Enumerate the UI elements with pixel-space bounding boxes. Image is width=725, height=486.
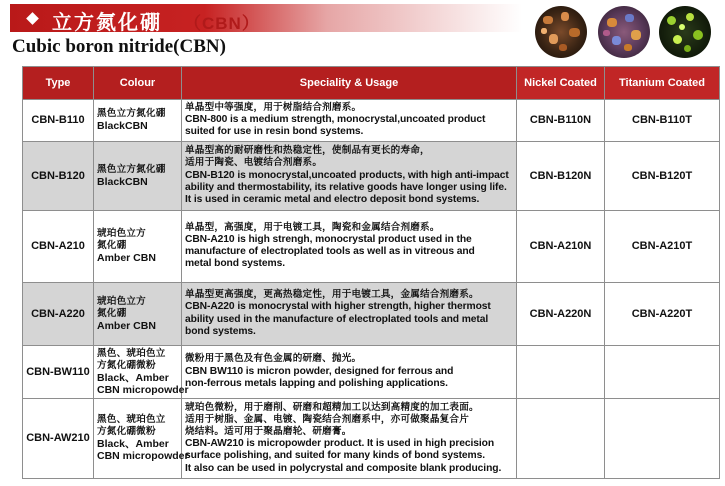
page-subtitle: Cubic boron nitride(CBN) <box>12 36 226 57</box>
cbn-spec-table <box>22 66 720 479</box>
cell-type: CBN-B120 <box>23 141 94 210</box>
header-type: Type <box>23 67 94 100</box>
sample-photo-amber <box>598 6 650 58</box>
cell-colour: 黑色、琥珀色立 方氮化硼微粉 Black、Amber CBN micropowder <box>94 398 182 478</box>
page-title: 立方氮化硼 <box>52 10 162 34</box>
cell-nickel-coated: CBN-B120N <box>517 141 605 210</box>
cell-usage: 单晶型更高强度，更高热稳定性，用于电镀工具，金属结合剂磨系。 CBN-A220 is monocrystal with higher strength, higher thermost ability used in the manufacture of electroplated tools and metal bond systems. <box>182 282 517 345</box>
table-row <box>23 282 720 345</box>
cell-nickel-coated: CBN-A210N <box>517 210 605 282</box>
cell-titanium-coated <box>605 345 720 398</box>
cell-nickel-coated: CBN-A220N <box>517 282 605 345</box>
header-titanium-coated: Titanium Coated <box>605 67 720 100</box>
table-row <box>23 398 720 478</box>
cell-colour: 黑色立方氮化硼 BlackCBN <box>94 141 182 210</box>
cell-usage: 单晶型高的耐研磨性和热稳定性，使制品有更长的寿命， 适用于陶瓷、电镀结合剂磨系。 CBN-B120 is monocrystal,uncoated products, with high anti-impact ability and thermostability, its relative goods have longer using life. It is used in ceramic metal and electro deposit bond systems. <box>182 141 517 210</box>
table-header-row <box>23 67 720 100</box>
header-colour: Colour <box>94 67 182 100</box>
cell-titanium-coated: CBN-A220T <box>605 282 720 345</box>
table-row <box>23 100 720 142</box>
cell-colour: 黑色、琥珀色立 方氮化硼微粉 Black、Amber CBN micropowder <box>94 345 182 398</box>
table-row <box>23 210 720 282</box>
cell-nickel-coated <box>517 398 605 478</box>
cell-colour: 琥珀色立方 氮化硼 Amber CBN <box>94 282 182 345</box>
table-row <box>23 141 720 210</box>
cell-colour: 琥珀色立方 氮化硼 Amber CBN <box>94 210 182 282</box>
header-usage: Speciality & Usage <box>182 67 517 100</box>
cell-type: CBN-A220 <box>23 282 94 345</box>
header-nickel-coated: Nickel Coated <box>517 67 605 100</box>
cell-usage: 单晶型，高强度，用于电镀工具，陶瓷和金属结合剂磨系。 CBN-A210 is high strengh, monocrystal product used in the manufacture of electroplated tools as well as in vitreous and metal bond systems. <box>182 210 517 282</box>
title-code: （CBN） <box>184 14 260 33</box>
diamond-bullet-icon <box>26 12 39 25</box>
cell-titanium-coated: CBN-B110T <box>605 100 720 142</box>
cell-titanium-coated: CBN-A210T <box>605 210 720 282</box>
cell-titanium-coated <box>605 398 720 478</box>
title-banner <box>10 4 522 32</box>
cell-usage: 单晶型中等强度，用于树脂结合剂磨系。 CBN-800 is a medium strength, monocrystal,uncoated product suited for use in resin bond systems. <box>182 100 517 142</box>
cell-type: CBN-A210 <box>23 210 94 282</box>
sample-photo-brown <box>535 6 587 58</box>
cell-type: CBN-B110 <box>23 100 94 142</box>
cell-titanium-coated: CBN-B120T <box>605 141 720 210</box>
table-row <box>23 345 720 398</box>
cell-usage: 微粉用于黑色及有色金属的研磨、抛光。 CBN BW110 is micron powder, designed for ferrous and non-ferrous metals lapping and polishing applications. <box>182 345 517 398</box>
cell-nickel-coated <box>517 345 605 398</box>
cell-type: CBN-AW210 <box>23 398 94 478</box>
cell-nickel-coated: CBN-B110N <box>517 100 605 142</box>
cell-type: CBN-BW110 <box>23 345 94 398</box>
cell-usage: 琥珀色微粉，用于磨削、研磨和超精加工以达到高精度的加工表面。 适用于树脂、金属、电镀、陶瓷结合剂磨系中，亦可做聚晶复合片 烧结料。适可用于聚晶磨轮、研磨膏。 CBN-AW210 is micropowder product. It is used in high precision surface polishing, and suited for many kinds of bond systems. It also can be used in polycrystal and composite blank producing. <box>182 398 517 478</box>
cell-colour: 黑色立方氮化硼 BlackCBN <box>94 100 182 142</box>
sample-photo-green <box>659 6 711 58</box>
